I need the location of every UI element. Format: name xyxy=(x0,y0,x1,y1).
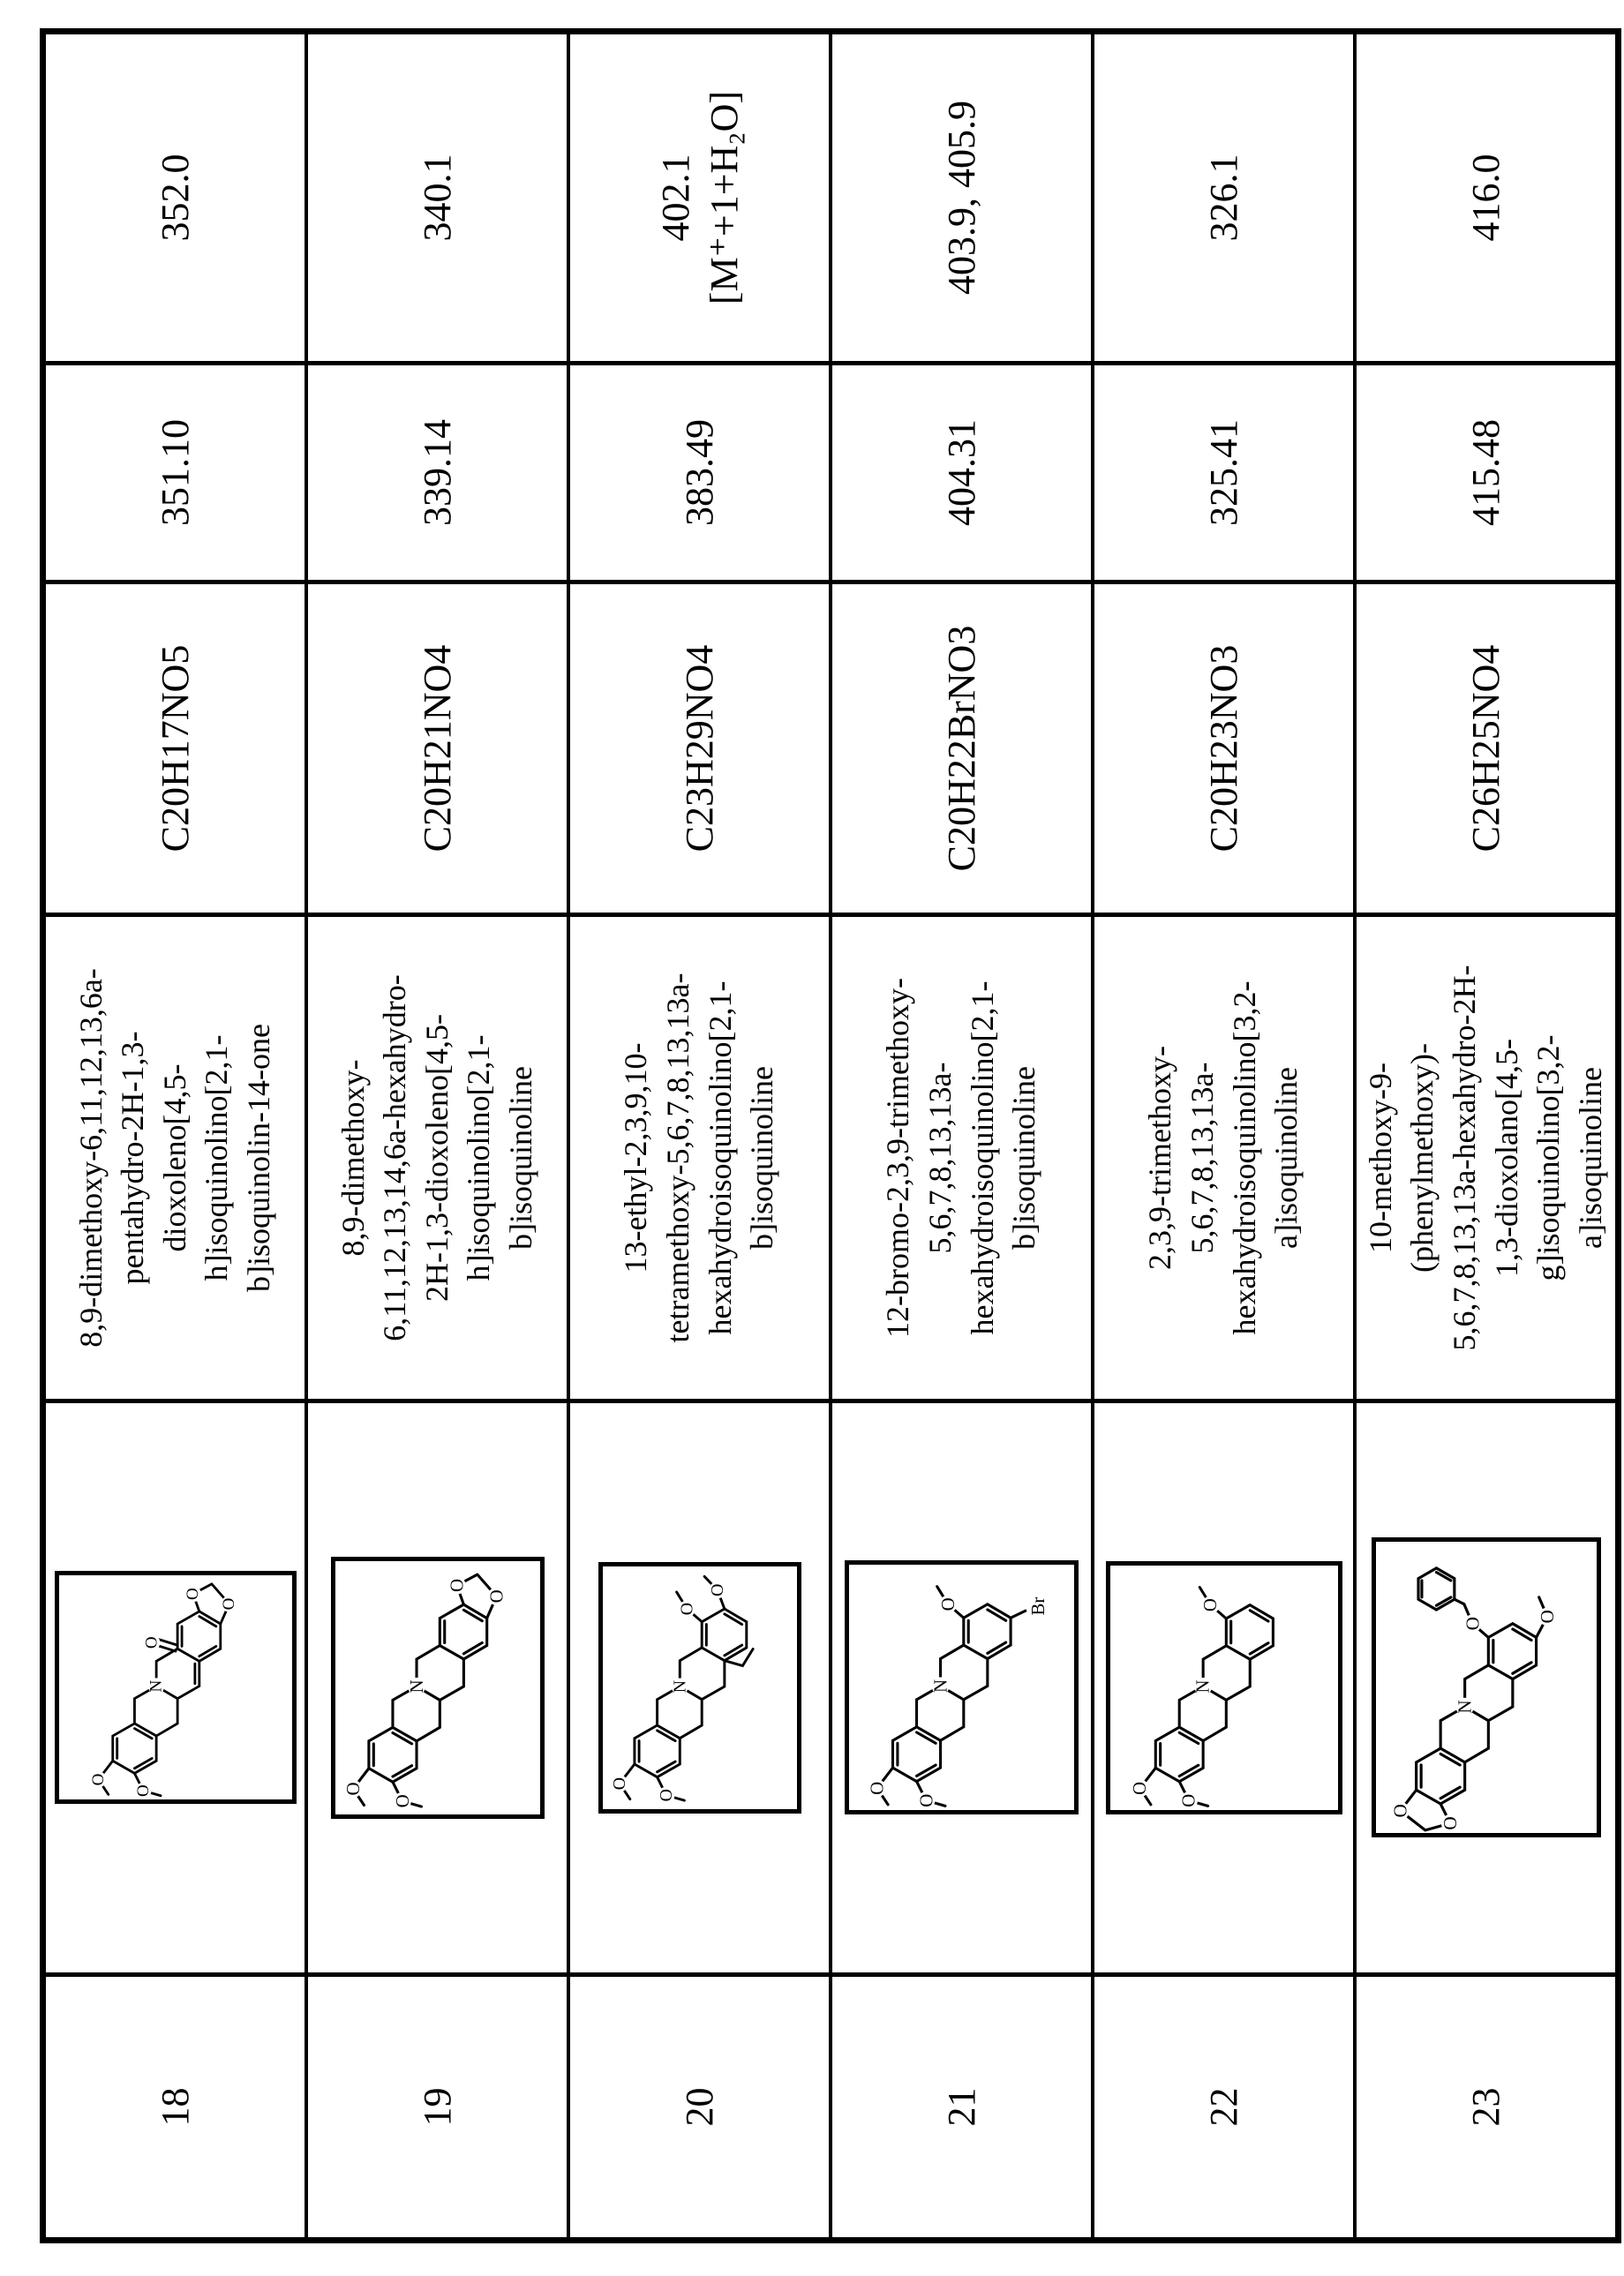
oxygen-atom-label: O xyxy=(446,1578,468,1593)
compound-name: 10-methoxy-9- (phenylmethoxy)- 5,6,7,8,13,13a-hexahydro-2H- 1,3-dioxolano[4,5- g]isoquinolino[3,2- a]isoquinoline xyxy=(1357,917,1615,1399)
compound-name: 12-bromo-2,3,9-trimethoxy- 5,6,7,8,13,13a- hexahydroisoquinolino[2,1- b]isoquinoline xyxy=(832,917,1091,1399)
mass-spec-value: 326.1 xyxy=(1094,34,1353,361)
compound-number: 21 xyxy=(832,1977,1091,2237)
nitrogen-atom-label: N xyxy=(1192,1679,1214,1694)
structure-cell xyxy=(308,1403,567,1972)
chemical-structure-drawing xyxy=(1376,1543,1597,1834)
oxygen-atom-label: O xyxy=(1199,1598,1221,1612)
oxygen-atom-label: O xyxy=(609,1776,629,1791)
compound-name: 2,3,9-trimethoxy- 5,6,7,8,13,13a- hexahydroisoquinolino[3,2- a]isoquinoline xyxy=(1094,917,1353,1399)
structure-box xyxy=(1372,1538,1601,1838)
structure-box xyxy=(331,1557,545,1819)
oxygen-atom-label: O xyxy=(676,1602,696,1616)
structure-cell xyxy=(570,1403,829,1972)
molecular-weight: 339.14 xyxy=(308,365,567,580)
oxygen-atom-label: O xyxy=(142,1636,162,1649)
molecular-formula: C23H29NO4 xyxy=(570,584,829,913)
oxygen-atom-label: O xyxy=(707,1583,727,1596)
compound-number: 19 xyxy=(308,1977,567,2237)
structure-box xyxy=(55,1572,297,1805)
chemical-structure-drawing xyxy=(849,1566,1074,1811)
structure-cell xyxy=(1357,1403,1615,1972)
oxygen-atom-label: O xyxy=(1389,1804,1411,1819)
structure-box xyxy=(598,1562,801,1814)
oxygen-atom-label: O xyxy=(656,1789,676,1802)
molecular-weight: 351.10 xyxy=(46,365,304,580)
compound-number: 20 xyxy=(570,1977,829,2237)
oxygen-atom-label: O xyxy=(1129,1781,1150,1795)
chemical-structure-drawing xyxy=(603,1566,797,1809)
chemical-structure-drawing xyxy=(59,1576,292,1800)
oxygen-atom-label: O xyxy=(937,1597,959,1611)
oxygen-atom-label: O xyxy=(1177,1793,1199,1807)
structure-cell xyxy=(46,1403,304,1972)
structure-cell xyxy=(1094,1403,1353,1972)
molecular-formula: C20H17NO5 xyxy=(46,584,304,913)
molecular-weight: 404.31 xyxy=(832,365,1091,580)
mass-spec-value: 340.1 xyxy=(308,34,567,361)
oxygen-atom-label: O xyxy=(866,1782,888,1796)
compound-number: 18 xyxy=(46,1977,304,2237)
molecular-formula: C20H22BrNO3 xyxy=(832,584,1091,913)
molecular-formula: C26H25NO4 xyxy=(1357,584,1615,913)
molecular-weight: 383.49 xyxy=(570,365,829,580)
nitrogen-atom-label: N xyxy=(405,1679,427,1694)
mass-spec-value: 402.1 [M⁺+1+H₂O] xyxy=(570,34,829,361)
molecular-formula: C20H23NO3 xyxy=(1094,584,1353,913)
oxygen-atom-label: O xyxy=(88,1774,108,1786)
rotated-page-content xyxy=(40,28,1621,2243)
oxygen-atom-label: O xyxy=(1461,1617,1483,1631)
nitrogen-atom-label: N xyxy=(929,1679,951,1694)
molecular-weight: 325.41 xyxy=(1094,365,1353,580)
oxygen-atom-label: O xyxy=(1439,1816,1461,1831)
compound-number: 23 xyxy=(1357,1977,1615,2237)
molecular-weight: 415.48 xyxy=(1357,365,1615,580)
oxygen-atom-label: O xyxy=(915,1794,937,1808)
structure-cell xyxy=(832,1403,1091,1972)
compound-name: 13-ethyl-2,3,9,10- tetramethoxy-5,6,7,8,13,13a- hexahydroisoquinolino[2,1- b]isoquinoline xyxy=(570,917,829,1399)
oxygen-atom-label: O xyxy=(183,1588,202,1601)
oxygen-atom-label: O xyxy=(1536,1610,1558,1625)
compound-name: 8,9-dimethoxy- 6,11,12,13,14,6a-hexahydro- 2H-1,3-dioxoleno[4,5- h]isoquinolino[2,1- b]isoquinoline xyxy=(308,917,567,1399)
oxygen-atom-label: O xyxy=(219,1598,238,1611)
compound-name: 8,9-dimethoxy-6,11,12,13,6a- pentahydro-2H-1,3- dioxoleno[4,5- h]isoquinolino[2,1- b]isoquinolin-14-one xyxy=(46,917,304,1399)
oxygen-atom-label: O xyxy=(342,1782,364,1796)
bromine-atom-label: Br xyxy=(1026,1597,1049,1617)
structure-box xyxy=(845,1561,1079,1815)
molecular-formula: C20H21NO4 xyxy=(308,584,567,913)
oxygen-atom-label: O xyxy=(485,1589,508,1604)
mass-spec-value: 403.9, 405.9 xyxy=(832,34,1091,361)
patent-compound-table xyxy=(40,28,1621,2243)
mass-spec-value: 416.0 xyxy=(1357,34,1615,361)
mass-spec-value: 352.0 xyxy=(46,34,304,361)
compound-number: 22 xyxy=(1094,1977,1353,2237)
oxygen-atom-label: O xyxy=(391,1794,413,1808)
chemical-structure-drawing xyxy=(1110,1566,1338,1810)
nitrogen-atom-label: N xyxy=(1454,1700,1476,1715)
nitrogen-atom-label: N xyxy=(147,1680,166,1693)
chemical-structure-drawing xyxy=(335,1561,540,1814)
oxygen-atom-label: O xyxy=(133,1784,153,1798)
nitrogen-atom-label: N xyxy=(669,1679,689,1694)
structure-box xyxy=(1106,1561,1342,1814)
